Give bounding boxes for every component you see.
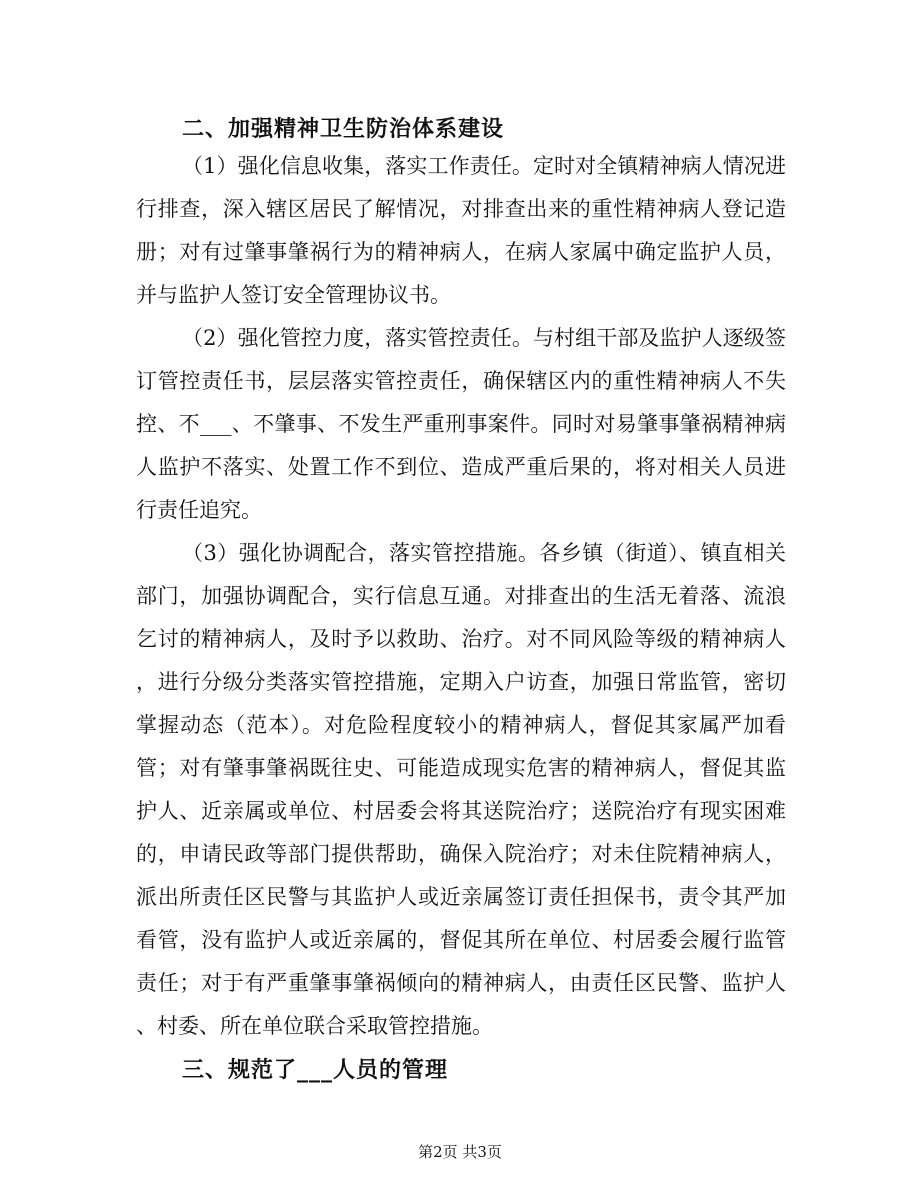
paragraph-3-line-6: 管；对有肇事肇祸既往史、可能造成现实危害的精神病人，督促其监 xyxy=(136,756,786,780)
paragraph-2-line-5: 行责任追究。 xyxy=(136,498,262,522)
paragraph-2-line-3: 控、不___、不肇事、不发生严重刑事案件。同时对易肇事肇祸精神病 xyxy=(136,412,786,436)
paragraph-3-line-7: 护人、近亲属或单位、村居委会将其送院治疗；送院治疗有现实困难 xyxy=(136,799,786,823)
paragraph-3-line-5: 掌握动态（范本）。对危险程度较小的精神病人，督促其家属严加看 xyxy=(136,713,786,737)
paragraph-3-line-9: 派出所责任区民警与其监护人或近亲属签订责任担保书，责令其严加 xyxy=(136,885,786,909)
section-3-heading: 三、规范了___人员的管理 xyxy=(182,1057,449,1083)
paragraph-1-line-1: （1）强化信息收集，落实工作责任。定时对全镇精神病人情况进 xyxy=(182,154,786,178)
paragraph-3-line-12: 、村委、所在单位联合采取管控措施。 xyxy=(136,1014,493,1038)
paragraph-1-line-2: 行排查，深入辖区居民了解情况，对排查出来的重性精神病人登记造 xyxy=(136,197,786,221)
paragraph-3-line-1: （3）强化协调配合，落实管控措施。各乡镇（街道）、镇直相关 xyxy=(182,541,786,565)
page-number: 第2页 共3页 xyxy=(418,1143,502,1161)
section-2-heading: 二、加强精神卫生防治体系建设 xyxy=(182,116,505,142)
paragraph-2-line-2: 订管控责任书，层层落实管控责任，确保辖区内的重性精神病人不失 xyxy=(136,369,786,393)
paragraph-1-line-3: 册；对有过肇事肇祸行为的精神病人，在病人家属中确定监护人员， xyxy=(136,240,786,264)
paragraph-3-line-10: 看管，没有监护人或近亲属的，督促其所在单位、村居委会履行监管 xyxy=(136,928,786,952)
paragraph-3-line-2: 部门，加强协调配合，实行信息互通。对排查出的生活无着落、流浪 xyxy=(136,584,786,608)
paragraph-3-line-8: 的，申请民政等部门提供帮助，确保入院治疗；对未住院精神病人， xyxy=(136,842,786,866)
paragraph-3-line-3: 乞讨的精神病人，及时予以救助、治疗。对不同风险等级的精神病人 xyxy=(136,627,786,651)
paragraph-2-line-4: 人监护不落实、处置工作不到位、造成严重后果的，将对相关人员进 xyxy=(136,455,786,479)
paragraph-3-line-11: 责任；对于有严重肇事肇祸倾向的精神病人，由责任区民警、监护人 xyxy=(136,971,786,995)
paragraph-1-line-4: 并与监护人签订安全管理协议书。 xyxy=(136,283,451,307)
paragraph-2-line-1: （2）强化管控力度，落实管控责任。与村组干部及监护人逐级签 xyxy=(182,326,786,350)
paragraph-3-line-4: ，进行分级分类落实管控措施，定期入户访查，加强日常监管，密切 xyxy=(136,670,786,694)
